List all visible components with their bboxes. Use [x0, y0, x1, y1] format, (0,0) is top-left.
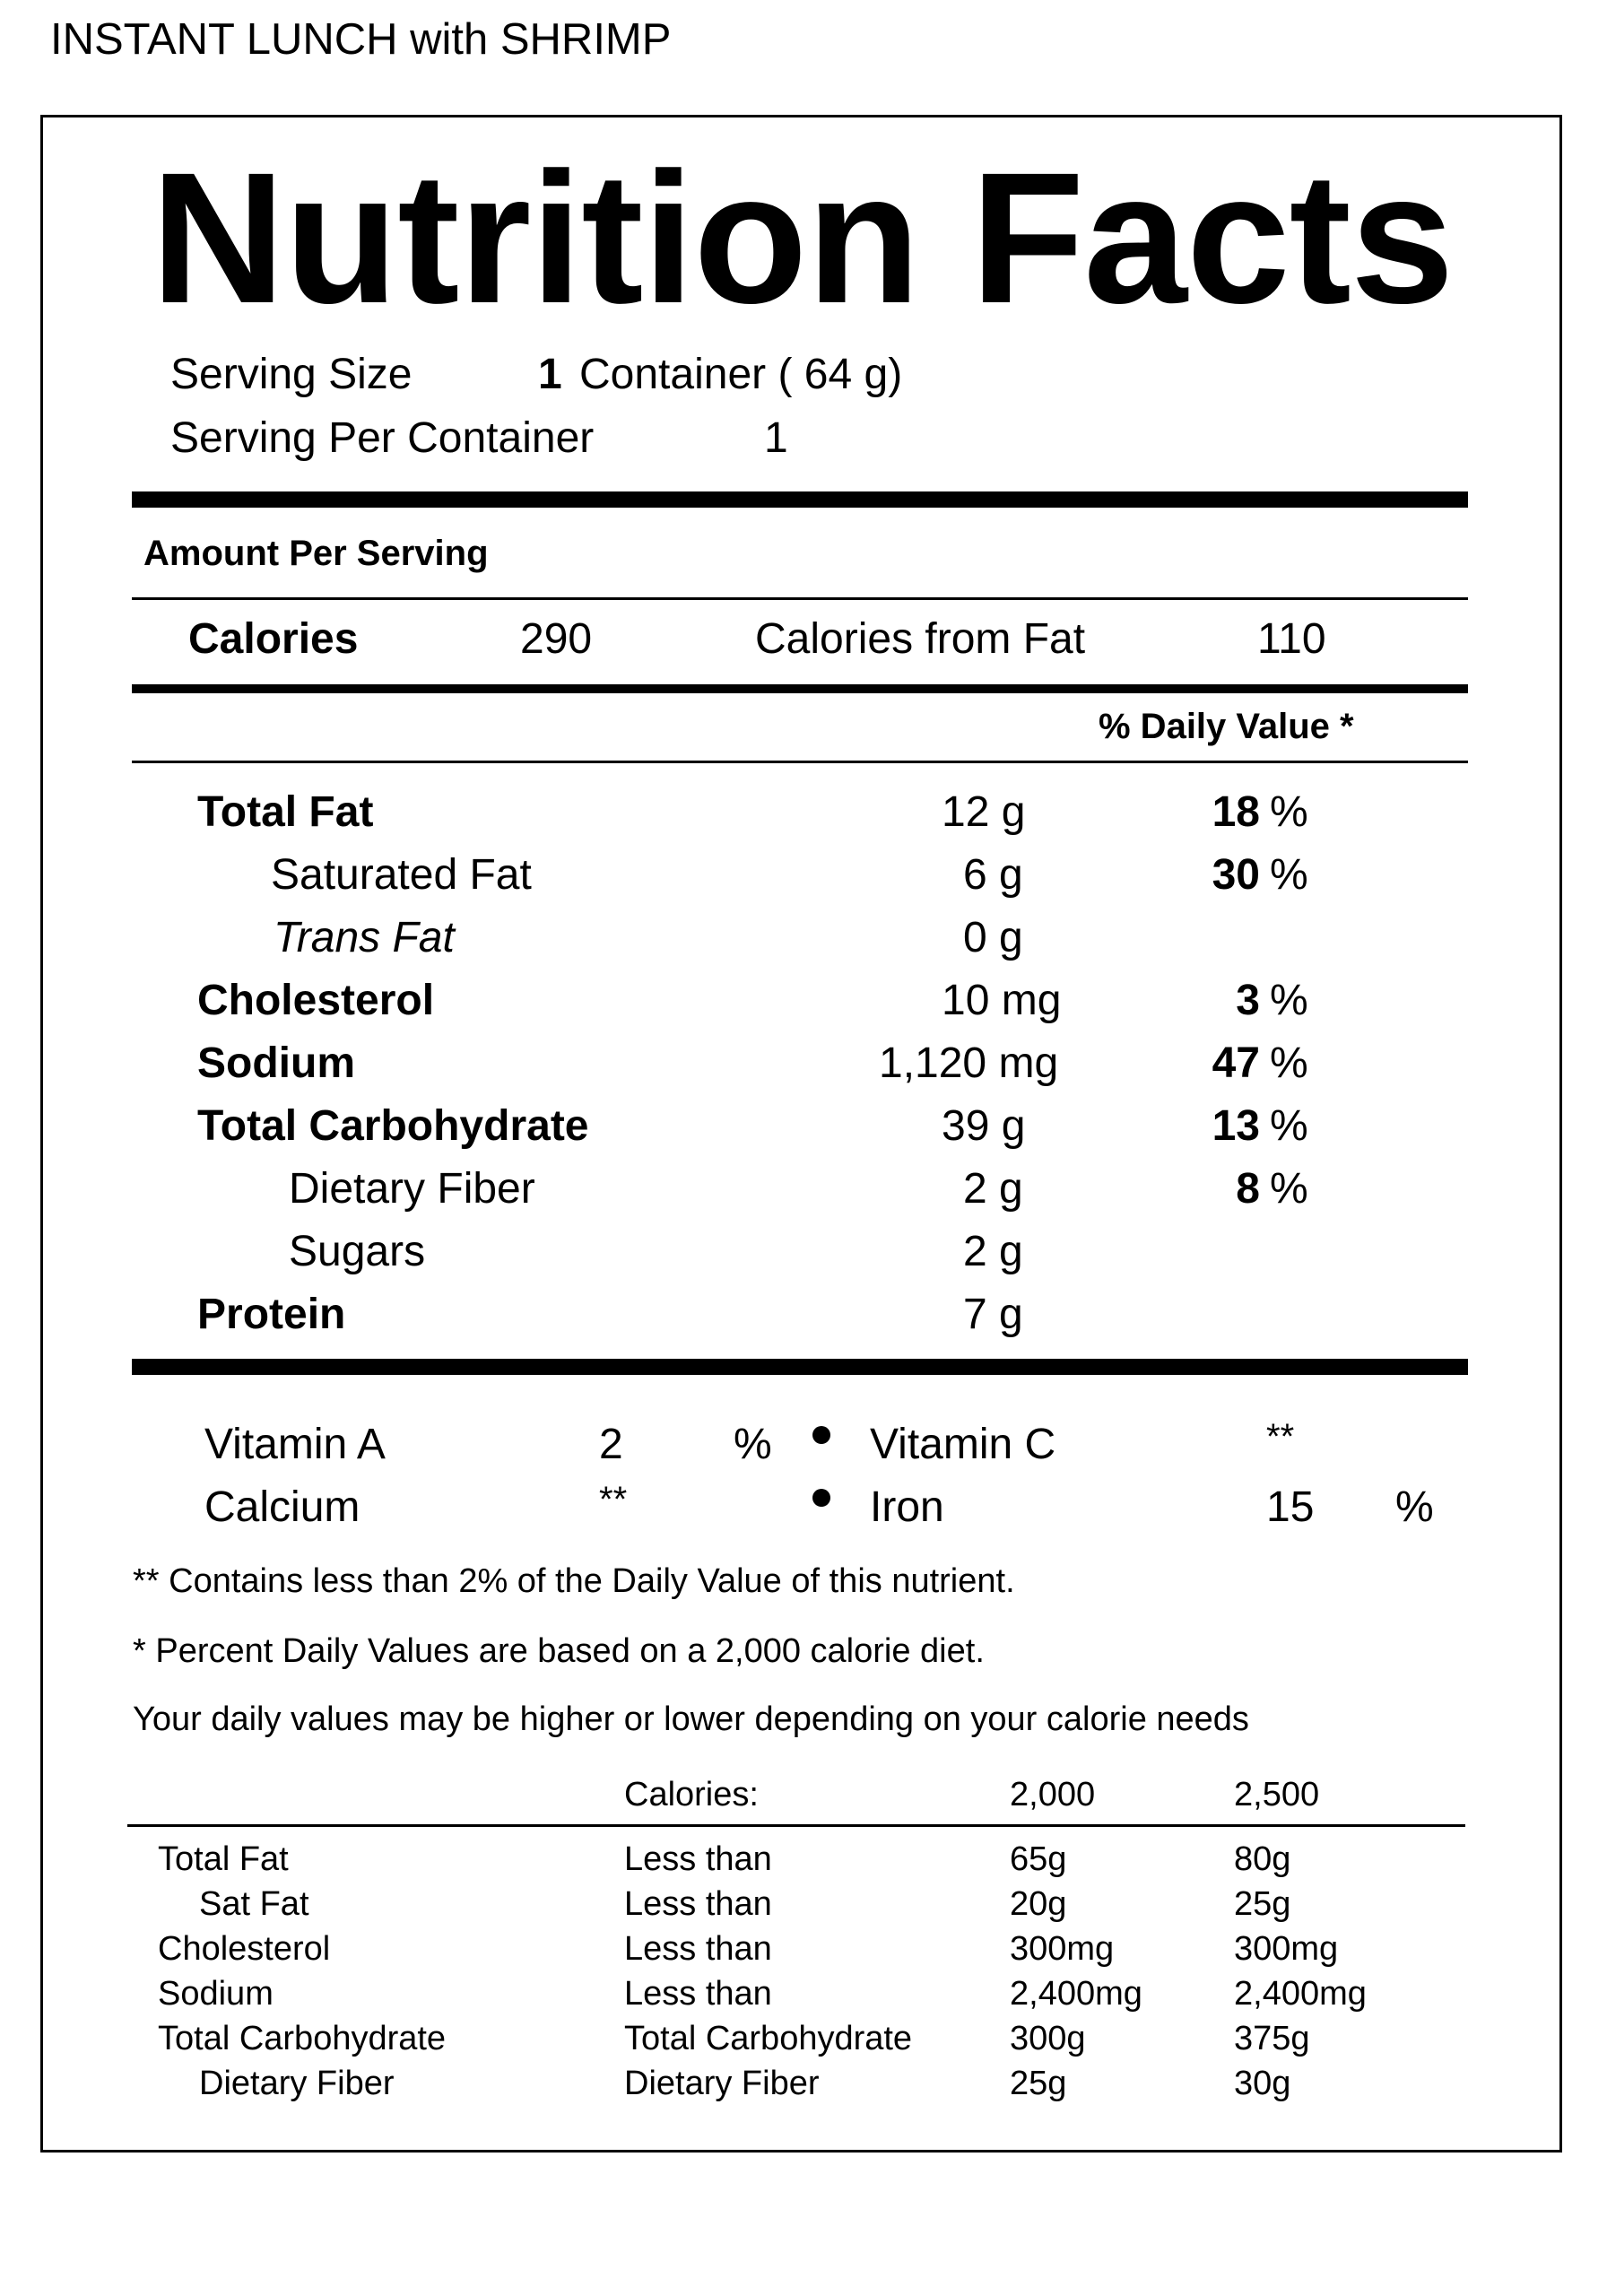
nutrient-dv-percent: % [1270, 788, 1308, 836]
nutrient-dv-percent: % [1270, 1102, 1308, 1150]
product-name: INSTANT LUNCH with SHRIMP [50, 15, 672, 64]
reference-qualifier: Total Carbohydrate [624, 2020, 913, 2057]
reference-qualifier: Less than [624, 1975, 772, 2013]
nutrient-name-dietary-fiber: Dietary Fiber [289, 1165, 535, 1213]
iron-value: 15 [1266, 1483, 1315, 1531]
reference-qualifier: Less than [624, 1885, 772, 1923]
calories-value: 290 [520, 615, 593, 663]
serving-size-unit: Container ( 64 g) [579, 351, 903, 398]
nutrient-name-protein: Protein [197, 1291, 346, 1338]
nutrient-dv-percent: % [1270, 1165, 1308, 1213]
reference-value-2500: 30g [1234, 2065, 1291, 2102]
amount-per-serving-heading: Amount Per Serving [143, 534, 489, 573]
nutrient-amount: 7 g [963, 1291, 1023, 1338]
reference-value-2500: 375g [1234, 2020, 1310, 2057]
footnote-calorie-needs: Your daily values may be higher or lower depending on your calorie needs [133, 1700, 1249, 1738]
vitamin-a-value: 2 [599, 1421, 623, 1468]
vitamin-c-value: ** [1266, 1417, 1295, 1457]
reference-nutrient: Sodium [158, 1975, 274, 2013]
vitamin-a-percent: % [734, 1421, 772, 1468]
servings-per-container-label: Serving Per Container [170, 414, 595, 462]
vitamin-a-label: Vitamin A [204, 1421, 386, 1468]
reference-qualifier: Less than [624, 1930, 772, 1968]
nutrient-dv-value: 30 [1212, 851, 1260, 899]
nutrient-dv-percent: % [1270, 1039, 1308, 1087]
reference-qualifier: Less than [624, 1840, 772, 1878]
nutrient-amount: 2 g [963, 1165, 1023, 1213]
footnote-daily-values-basis: * Percent Daily Values are based on a 2,000 calorie diet. [133, 1632, 985, 1670]
nutrient-dv-value: 47 [1212, 1039, 1260, 1087]
footnote-less-than-2: ** Contains less than 2% of the Daily Value of this nutrient. [133, 1562, 1015, 1600]
servings-per-container-value: 1 [764, 414, 788, 462]
reference-value-2500: 80g [1234, 1840, 1291, 1878]
reference-value-2000: 300mg [1010, 1930, 1115, 1968]
reference-value-2500: 300mg [1234, 1930, 1339, 1968]
nutrient-name-total-fat: Total Fat [197, 788, 374, 836]
nutrient-name-total-carbohydrate: Total Carbohydrate [197, 1102, 589, 1150]
nutrient-amount: 0 g [963, 914, 1023, 961]
reference-nutrient: Cholesterol [158, 1930, 331, 1968]
reference-calories-label: Calories: [624, 1776, 759, 1813]
nutrient-dv-percent: % [1270, 851, 1308, 899]
iron-percent: % [1395, 1483, 1434, 1531]
thick-divider [132, 1359, 1468, 1375]
serving-size-qty: 1 [538, 351, 562, 398]
daily-value-header: % Daily Value * [1099, 707, 1354, 746]
calories-from-fat-value: 110 [1257, 615, 1326, 663]
medium-divider [132, 684, 1468, 693]
nutrient-dv-value: 3 [1236, 977, 1260, 1024]
nutrient-name-cholesterol: Cholesterol [197, 977, 435, 1024]
thin-divider [132, 761, 1468, 763]
nutrient-dv-value: 8 [1236, 1165, 1260, 1213]
nutrient-amount: 6 g [963, 851, 1023, 899]
serving-size-label: Serving Size [170, 351, 413, 398]
nutrient-amount: 2 g [963, 1228, 1023, 1275]
reference-value-2000: 2,400mg [1010, 1975, 1142, 2013]
reference-value-2500: 2,400mg [1234, 1975, 1367, 2013]
reference-col-2500: 2,500 [1234, 1776, 1320, 1813]
thin-divider [127, 1824, 1465, 1827]
nutrient-name-saturated-fat: Saturated Fat [271, 851, 532, 899]
calories-from-fat-label: Calories from Fat [755, 615, 1086, 663]
reference-nutrient: Total Fat [158, 1840, 289, 1878]
nutrient-dv-value: 13 [1212, 1102, 1260, 1150]
nutrient-dv-value: 18 [1212, 788, 1260, 836]
nutrient-name-sugars: Sugars [289, 1228, 426, 1275]
nutrient-name-trans-fat: Trans Fat [274, 914, 455, 961]
nutrient-amount: 12 g [942, 788, 1026, 836]
calcium-value: ** [599, 1480, 628, 1519]
reference-value-2500: 25g [1234, 1885, 1291, 1923]
reference-value-2000: 300g [1010, 2020, 1086, 2057]
bullet-dot-icon [812, 1489, 830, 1507]
calories-label: Calories [188, 615, 359, 663]
nutrient-name-sodium: Sodium [197, 1039, 355, 1087]
thick-divider [132, 491, 1468, 508]
nutrient-dv-percent: % [1270, 977, 1308, 1024]
thin-divider [132, 597, 1468, 600]
reference-nutrient: Total Carbohydrate [158, 2020, 447, 2057]
reference-col-2000: 2,000 [1010, 1776, 1096, 1813]
reference-value-2000: 65g [1010, 1840, 1067, 1878]
vitamin-c-label: Vitamin C [870, 1421, 1056, 1468]
nutrient-amount: 39 g [942, 1102, 1026, 1150]
iron-label: Iron [870, 1483, 944, 1531]
reference-value-2000: 20g [1010, 1885, 1067, 1923]
reference-value-2000: 25g [1010, 2065, 1067, 2102]
nutrient-amount: 10 mg [942, 977, 1062, 1024]
bullet-dot-icon [812, 1426, 830, 1444]
nutrition-facts-title: Nutrition Facts [151, 135, 1454, 343]
reference-nutrient: Sat Fat [199, 1885, 309, 1923]
reference-qualifier: Dietary Fiber [624, 2065, 820, 2102]
nutrient-amount: 1,120 mg [879, 1039, 1059, 1087]
calcium-label: Calcium [204, 1483, 360, 1531]
reference-nutrient: Dietary Fiber [199, 2065, 395, 2102]
